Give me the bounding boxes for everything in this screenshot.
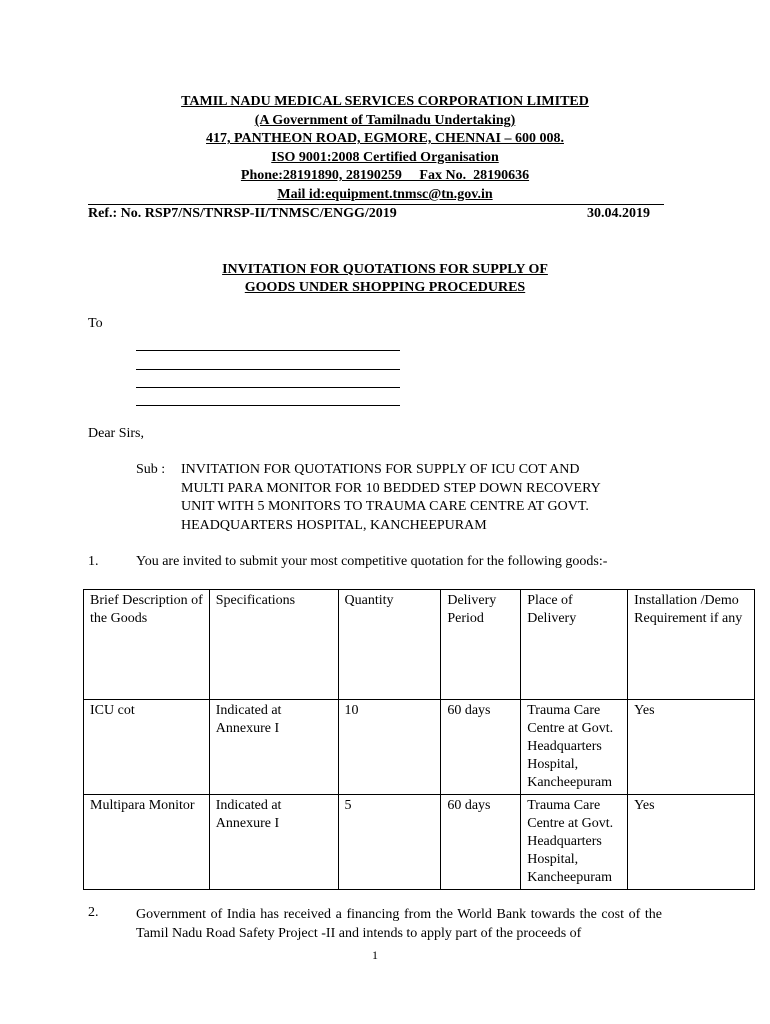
table-cell: ICU cot (84, 700, 210, 795)
reference-number: Ref.: No. RSP7/NS/TNRSP-II/TNMSC/ENGG/2019 (88, 206, 397, 221)
reference-date: 30.04.2019 (587, 206, 650, 221)
subject-line: INVITATION FOR QUOTATIONS FOR SUPPLY OF ICU COT AND (181, 462, 580, 477)
table-cell: 60 days (441, 700, 521, 795)
org-certification: ISO 9001:2008 Certified Organisation (271, 150, 499, 165)
item-1-number: 1. (88, 554, 99, 569)
table-cell: Trauma Care Centre at Govt. Headquarters Hospital, Kancheepuram (521, 795, 628, 890)
org-subtitle: (A Government of Tamilnadu Undertaking) (254, 113, 516, 128)
org-phone-fax: Phone:28191890, 28190259 Fax No. 28190636 (240, 168, 530, 183)
subject-line: UNIT WITH 5 MONITORS TO TRAUMA CARE CENTRE AT GOVT. (181, 499, 589, 514)
column-header: Place of Delivery (521, 590, 628, 700)
org-name: TAMIL NADU MEDICAL SERVICES CORPORATION LIMITED (181, 94, 589, 109)
address-blank-line (136, 369, 400, 370)
page-number: 1 (372, 948, 378, 962)
column-header: Installation /Demo Requirement if any (628, 590, 755, 700)
column-header: Specifications (209, 590, 338, 700)
table-cell: Indicated at Annexure I (209, 700, 338, 795)
table-cell: 10 (338, 700, 441, 795)
column-header: Brief Description of the Goods (84, 590, 210, 700)
table-cell: Multipara Monitor (84, 795, 210, 890)
column-header: Delivery Period (441, 590, 521, 700)
table-cell: 5 (338, 795, 441, 890)
table-header-row (84, 590, 755, 700)
header-divider (88, 204, 664, 205)
item-1-text: You are invited to submit your most competitive quotation for the following goods:- (136, 554, 608, 569)
to-label: To (88, 316, 103, 331)
subject-line: MULTI PARA MONITOR FOR 10 BEDDED STEP DOWN RECOVERY (181, 481, 601, 496)
table-cell: Yes (628, 795, 755, 890)
address-blank-line (136, 350, 400, 351)
salutation: Dear Sirs, (88, 426, 144, 441)
address-blank-line (136, 387, 400, 388)
table-row (84, 795, 755, 890)
column-header: Quantity (338, 590, 441, 700)
goods-table (83, 589, 755, 890)
title-line-1: INVITATION FOR QUOTATIONS FOR SUPPLY OF (222, 262, 548, 277)
org-email: Mail id:equipment.tnmsc@tn.gov.in (277, 187, 493, 202)
title-line-2: GOODS UNDER SHOPPING PROCEDURES (244, 280, 526, 295)
table-cell: Yes (628, 700, 755, 795)
org-address: 417, PANTHEON ROAD, EGMORE, CHENNAI – 600 008. (206, 131, 564, 146)
subject-line: HEADQUARTERS HOSPITAL, KANCHEEPURAM (181, 518, 487, 533)
table-cell: Trauma Care Centre at Govt. Headquarters Hospital, Kancheepuram (521, 700, 628, 795)
subject-label: Sub : (136, 462, 166, 477)
address-blank-line (136, 405, 400, 406)
table-cell: 60 days (441, 795, 521, 890)
table-row (84, 700, 755, 795)
table-cell: Indicated at Annexure I (209, 795, 338, 890)
item-2-text: Government of India has received a financing from the World Bank towards the cost of the Tamil Nadu Road Safety Project -II and intends to apply part of the proceeds of (136, 907, 662, 941)
item-2-number: 2. (88, 905, 99, 920)
